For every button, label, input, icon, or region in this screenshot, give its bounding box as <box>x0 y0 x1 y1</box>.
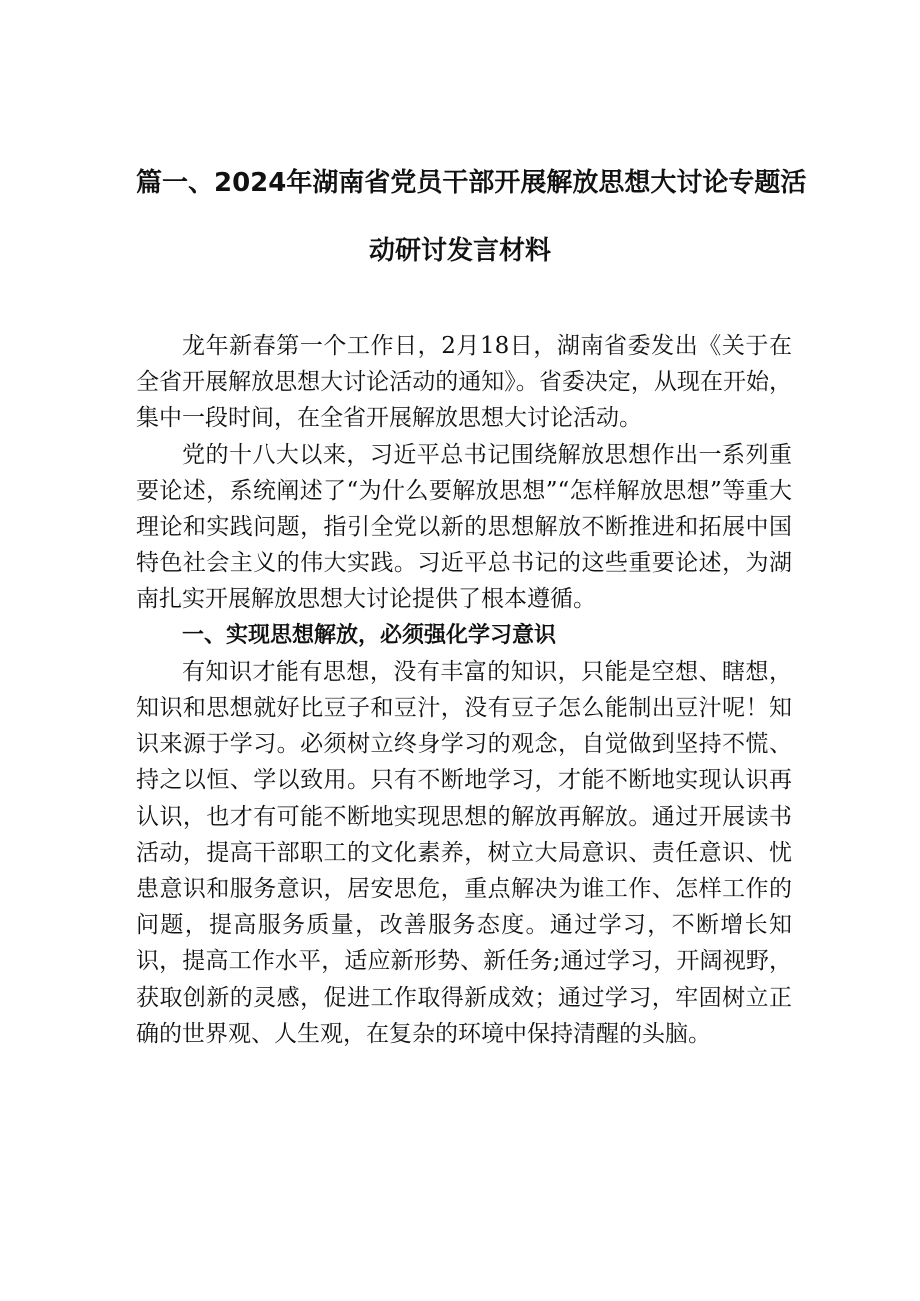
section-heading: 一、实现思想解放，必须强化学习意识 <box>182 622 557 648</box>
document-body <box>136 328 792 1052</box>
paragraph-intro: 龙年新春第一个工作日，2月18日，湖南省委发出《关于在全省开展解放思想大讨论活动的通知》。省委决定，从现在开始，集中一段时间，在全省开展解放思想大讨论活动。 <box>136 333 792 432</box>
section-paragraph: 有知识才能有思想，没有丰富的知识，只能是空想、瞎想，知识和思想就好比豆子和豆汁，没有豆子怎么能制出豆汁呢！知识来源于学习。必须树立终身学习的观念，自觉做到坚持不慌、持之以恒、学以致用。只有不断地学习，才能不断地实现认识再认识，也才有可能不断地实现思想的解放再解放。通过开展读书活动，提高干部职工的文化素养，树立大局意识、责任意识、忧患意识和服务意识，居安思危，重点解决为谁工作、怎样工作的问题，提高服务质量，改善服务态度。通过学习，不断增长知识，提高工作水平，适应新形势、新任务;通过学习，开阔视野，获取创新的灵感，促进工作取得新成效；通过学习，牢固树立正确的世界观、人生观，在复杂的环境中保持清醒的头脑。 <box>136 658 792 1047</box>
document-title-line-1: 篇一、2024年湖南省党员干部开展解放思想大讨论专题活 <box>136 168 807 198</box>
paragraph-background: 党的十八大以来，习近平总书记围绕解放思想作出一系列重要论述，系统阐述了“为什么要解放思想”“怎样解放思想”等重大理论和实践问题，指引全党以新的思想解放不断推进和拓展中国特色社会主义的伟大实践。习近平总书记的这些重要论述，为湖南扎实开展解放思想大讨论提供了根本遵循。 <box>136 441 792 613</box>
document-title-line-2: 动研讨发言材料 <box>368 236 551 266</box>
